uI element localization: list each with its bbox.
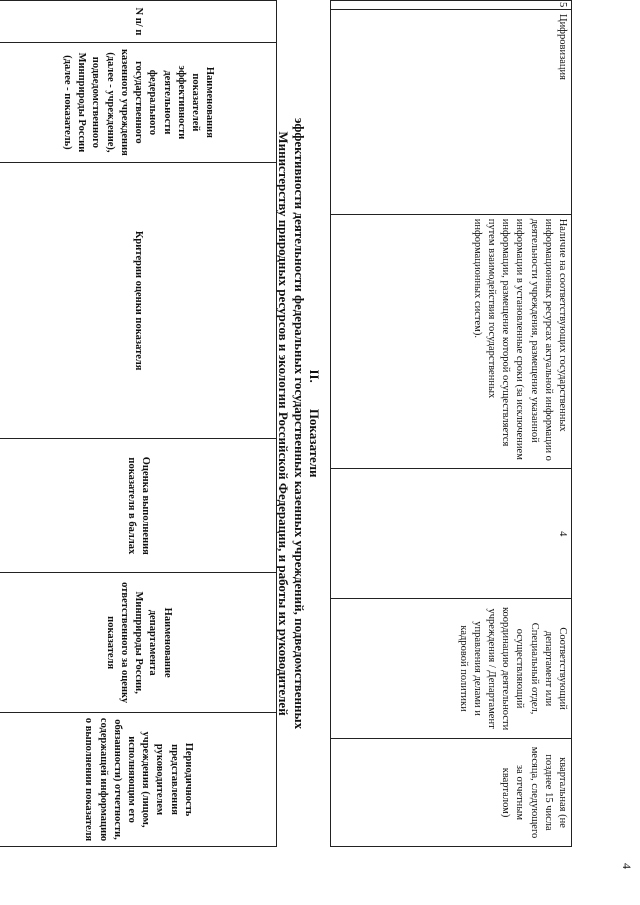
section-numeral: II.: [307, 369, 322, 383]
header-col-number: N п/ п: [0, 1, 277, 43]
indicator-name: Цифровизация: [331, 9, 572, 214]
section-subtitle-line2: Министерству природных ресурсов и экологии Российской Федерации, и работы их руководителей: [276, 131, 291, 716]
header-col-indicator: Наименования показателей эффективности деятельности федерального государственного казенного учреждения (далее - учреждение), подведомственного Минприроды России (далее - показатель): [0, 42, 277, 162]
section-heading: [306, 0, 322, 847]
header-table: [0, 0, 277, 847]
section-subtitle-line1: эффективности деятельности федеральных государственных казенных учреждений, подведомственных: [292, 117, 307, 730]
header-col-score: Оценка выполнения показателя в баллах: [0, 439, 277, 573]
top-table: [330, 0, 572, 847]
row-number: 5: [331, 1, 572, 10]
header-col-criteria: Критерии оценки показателя: [0, 162, 277, 439]
header-col-period: Периодичность представления руководителем учреждения (лицом, исполняющим его обязанности) отчетности, содержащей информацию о выполнении показателя: [0, 713, 277, 847]
header-col-department: Наименование департамента Минприроды России, ответственного за оценку показателя: [0, 573, 277, 713]
criteria-text: Наличие на соответствующих государственных информационных ресурсах актуальной информации о деятельности учреждения, размещение указанной информации в установленные сроки (за исключением информации, размещение которой осуществляется путем взаимодействия государственных информационных систем).: [331, 214, 572, 469]
page-number: 4: [620, 863, 634, 869]
table-row: [331, 1, 572, 847]
period-text: квартальная (не позднее 15 числа месяца, следующего за отчетным кварталом): [331, 739, 572, 847]
table-header-row: [0, 1, 277, 847]
score-value: 4: [331, 469, 572, 599]
section-subtitle: [275, 0, 307, 847]
section-title: Показатели: [307, 408, 322, 478]
department-text: Соответствующий департамент или Специальный отдел, осуществляющий координацию деятельности учреждения / Департамент управления делами и кадровой политики: [331, 599, 572, 739]
